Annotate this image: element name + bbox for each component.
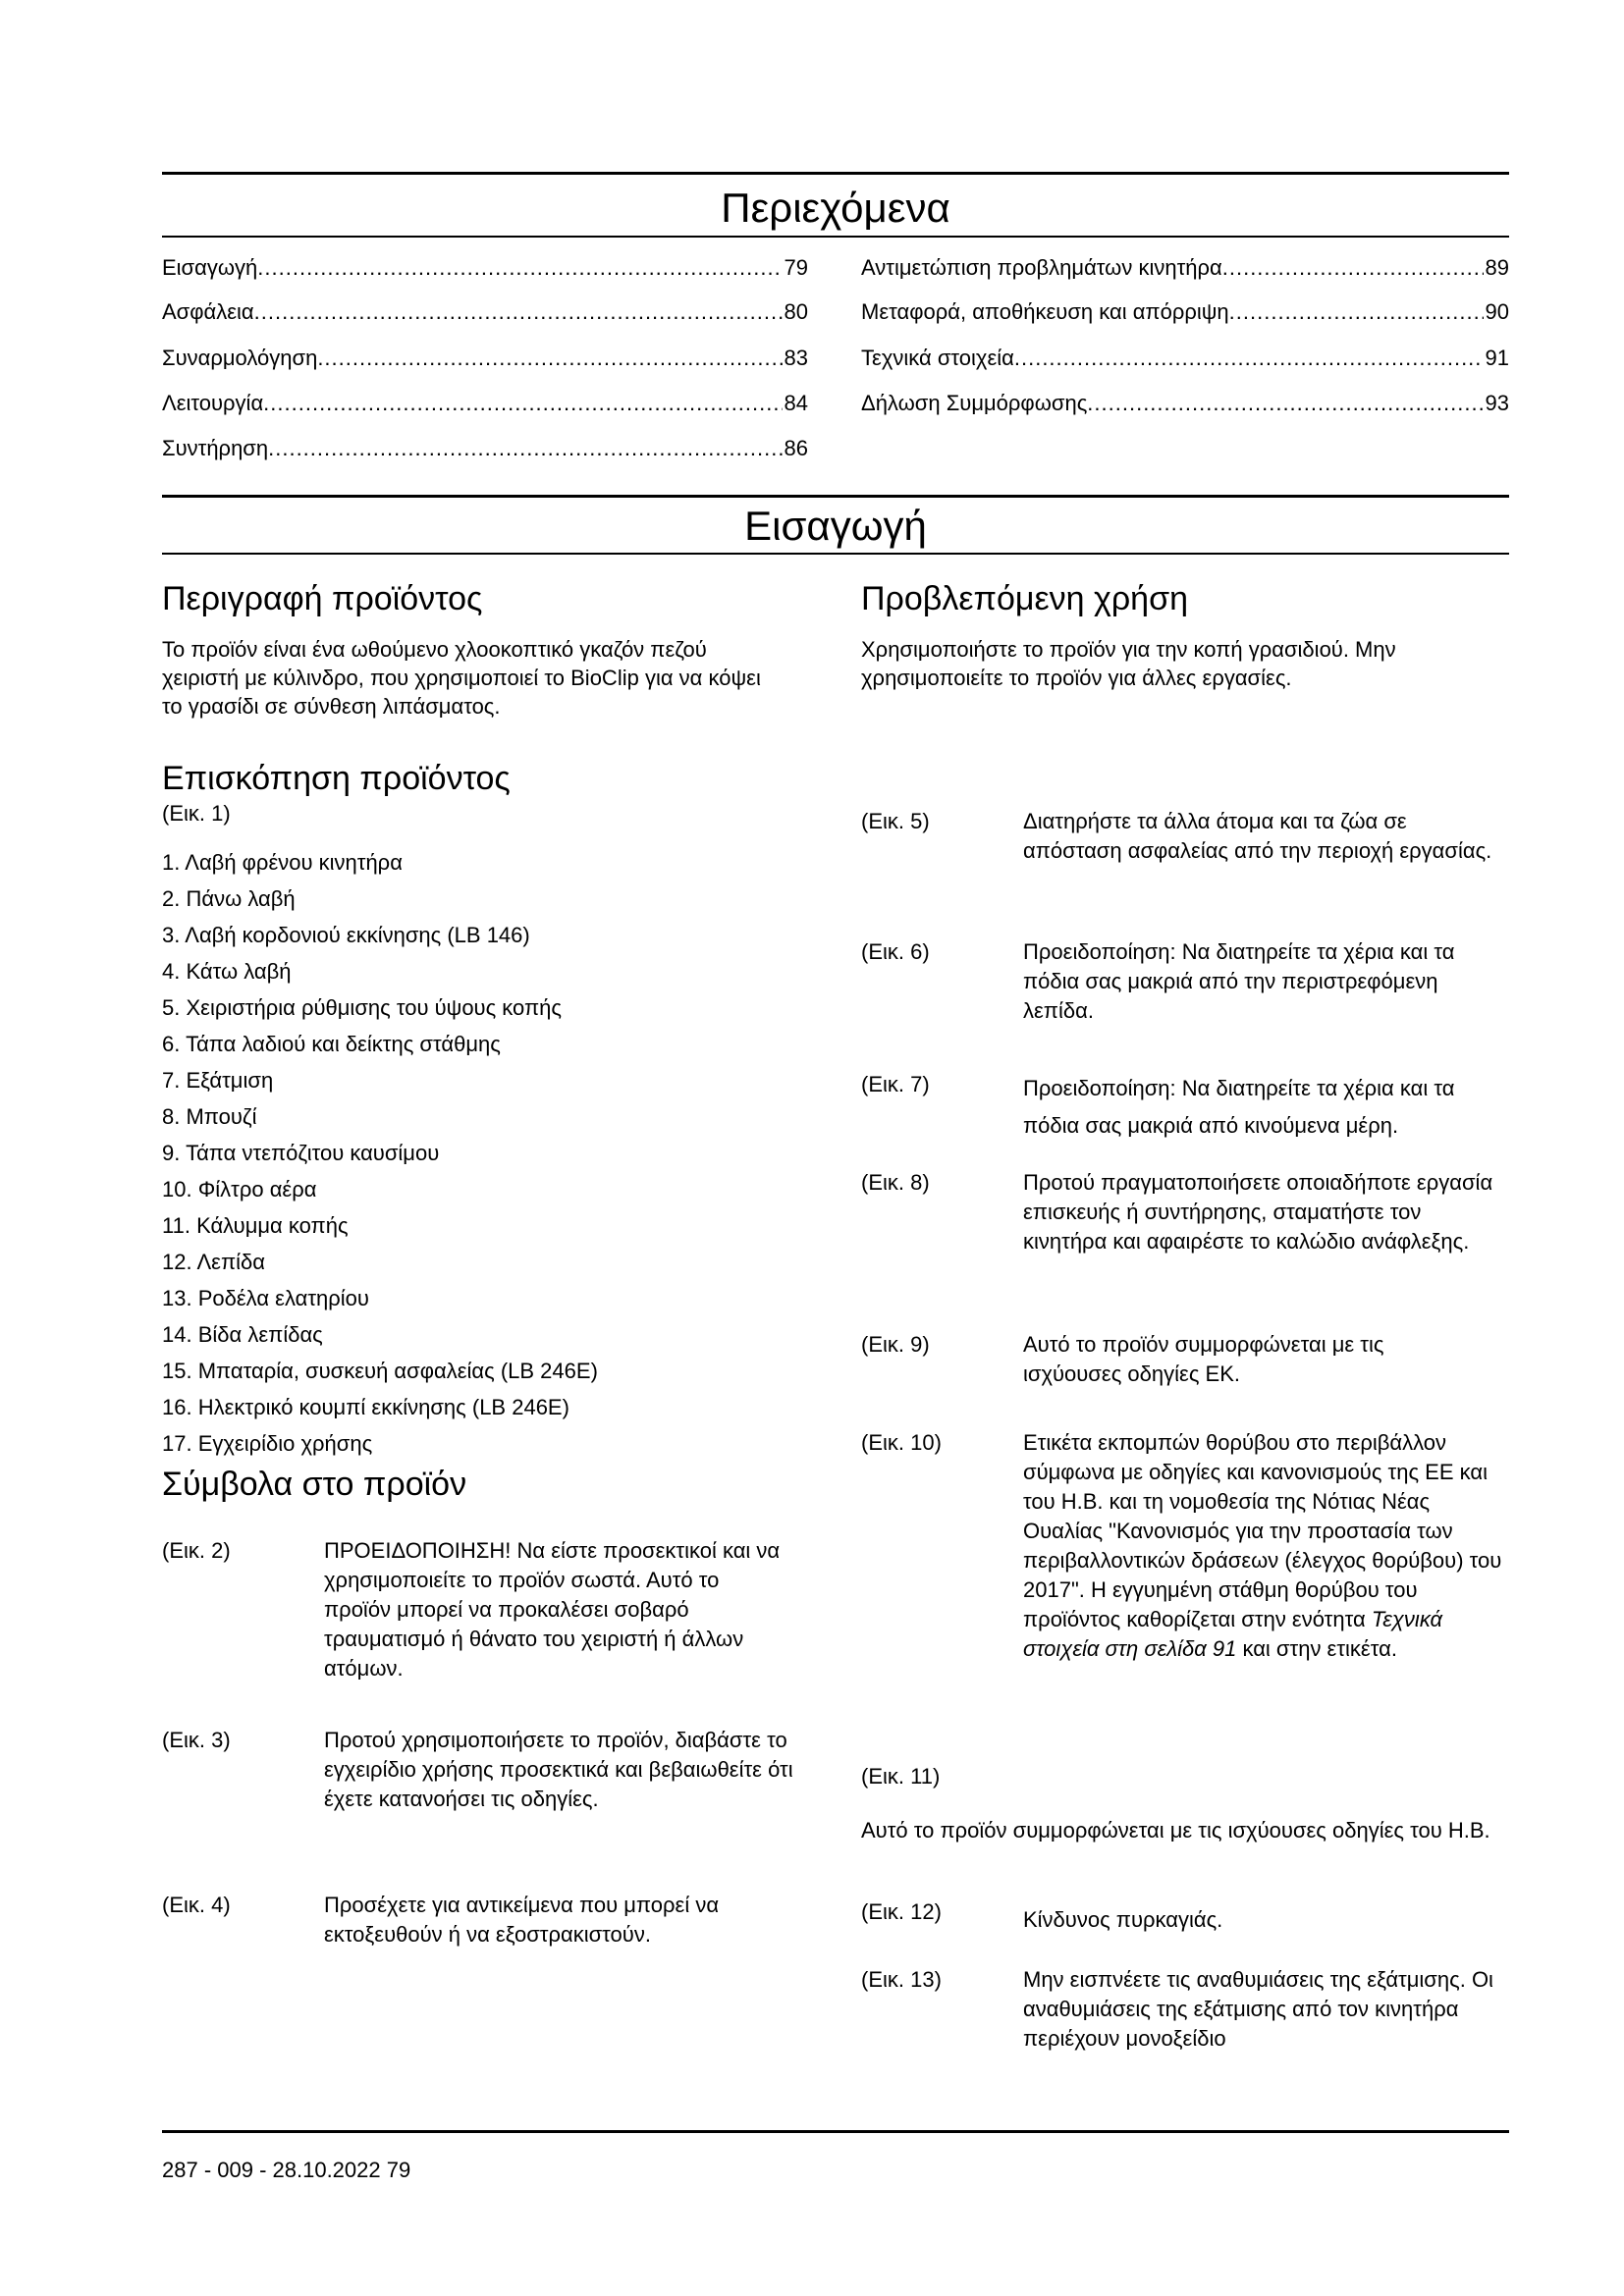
list-item: 10. Φίλτρο αέρα	[162, 1177, 317, 1201]
symbol-text: Αυτό το προϊόν συμμορφώνεται με τις ισχύουσες οδηγίες ΕΚ.	[1023, 1332, 1384, 1386]
symbol-entry-fig8	[861, 1168, 1509, 1296]
symbol-figure-ref: (Εικ. 8)	[861, 1170, 930, 1195]
symbol-entry-fig5	[861, 807, 1509, 905]
symbol-text: Προσέχετε για αντικείμενα που μπορεί να εκτοξευθούν ή να εξοστρακιστούν.	[324, 1893, 720, 1947]
toc-entry-assembly[interactable]: Συναρμολόγηση ..... 83	[162, 346, 808, 371]
technical-data-link[interactable]: Τεχνικά στοιχεία στη σελίδα 91	[1023, 1607, 1443, 1661]
symbol-figure-ref: (Εικ. 3)	[162, 1728, 231, 1752]
list-item: 13. Ροδέλα ελατηρίου	[162, 1286, 369, 1310]
symbol-figure-ref: (Εικ. 10)	[861, 1430, 942, 1455]
list-item: 11. Κάλυμμα κοπής	[162, 1213, 349, 1238]
symbol-text: Ετικέτα εκπομπών θορύβου στο περιβάλλον σύμφωνα με οδηγίες και κανονισμούς της ΕΕ και του Η.Β. και τη νομοθεσία της Νότιας Νέας Ουαλίας "Κανονισμός για την προστασία των περιβαλλοντικών δράσεων (έλεγχος θορύβου) του 2017". Η εγγυημένη στάθμη θορύβου του προϊόντος καθορίζεται στην ενότητα Τεχνικά στοιχεία στη σελίδα 91 και στην ετικέτα.	[1023, 1430, 1502, 1661]
toc-entry-maintenance[interactable]: Συντήρηση ..... 86	[162, 436, 808, 461]
intro-bottom-rule	[162, 553, 1509, 555]
list-item: 9. Τάπα ντεπόζιτου καυσίμου	[162, 1141, 440, 1165]
intro-title: Εισαγωγή	[744, 503, 927, 549]
footer-text: 287 - 009 - 28.10.2022 79	[162, 2158, 411, 2182]
intended-use-text: Χρησιμοποιήστε το προϊόν για την κοπή γρασιδιού. Μην χρησιμοποιείτε το προϊόν για άλλες εργασίες.	[861, 637, 1396, 690]
list-item: 17. Εγχειρίδιο χρήσης	[162, 1431, 373, 1456]
product-overview-figure-ref: (Εικ. 1)	[162, 801, 231, 826]
symbol-entry-fig4	[162, 1891, 781, 1959]
symbol-entry-fig6	[861, 937, 1509, 1036]
symbol-figure-ref: (Εικ. 13)	[861, 1967, 942, 1992]
uk-compliance-text: Αυτό το προϊόν συμμορφώνεται με τις ισχύουσες οδηγίες του Η.Β.	[861, 1818, 1490, 1842]
toc-entry-introduction[interactable]: Εισαγωγή ..... 79	[162, 255, 808, 281]
product-description-heading: Περιγραφή προϊόντος	[162, 580, 483, 617]
intro-top-rule	[162, 495, 1509, 498]
toc-entry-declaration[interactable]: Δήλωση Συμμόρφωσης ..... 93	[861, 391, 1509, 416]
symbols-heading: Σύμβολα στο προϊόν	[162, 1466, 467, 1503]
list-item: 6. Τάπα λαδιού και δείκτης στάθμης	[162, 1032, 501, 1056]
intended-use-heading: Προβλεπόμενη χρήση	[861, 580, 1188, 617]
symbol-entry-fig7	[861, 1070, 1509, 1139]
symbol-figure-ref: (Εικ. 4)	[162, 1893, 231, 1917]
list-item: 7. Εξάτμιση	[162, 1068, 274, 1093]
symbol-text: Μην εισπνέετε τις αναθυμιάσεις της εξάτμισης. Οι αναθυμιάσεις της εξάτμισης από τον κινητήρα περιέχουν μονοξείδιο	[1023, 1967, 1493, 2051]
symbol-figure-ref: (Εικ. 5)	[861, 809, 930, 833]
toc-entry-operation[interactable]: Λειτουργία ..... 84	[162, 391, 808, 416]
symbol-text: Κίνδυνος πυρκαγιάς.	[1023, 1907, 1223, 1932]
list-item: 5. Χειριστήρια ρύθμισης του ύψους κοπής	[162, 995, 562, 1020]
toc-entry-transport[interactable]: Μεταφορά, αποθήκευση και απόρριψη ..... 90	[861, 299, 1509, 325]
symbol-text: Προτού πραγματοποιήσετε οποιαδήποτε εργασία επισκευής ή συντήρησης, σταματήστε τον κινητήρα και αφαιρέστε το καλώδιο ανάφλεξης.	[1023, 1170, 1493, 1254]
list-item: 2. Πάνω λαβή	[162, 886, 296, 911]
symbol-entry-fig9	[861, 1330, 1509, 1399]
list-item: 16. Ηλεκτρικό κουμπί εκκίνησης (LB 246E)	[162, 1395, 569, 1419]
symbol-figure-ref: (Εικ. 7)	[861, 1072, 930, 1096]
list-item: 15. Μπαταρία, συσκευή ασφαλείας (LB 246E)	[162, 1359, 598, 1383]
symbol-entry-fig13	[861, 1965, 1509, 2063]
symbol-entry-fig3	[162, 1726, 793, 1853]
product-description-text: Το προϊόν είναι ένα ωθούμενο χλοοκοπτικό γκαζόν πεζού χειριστή με κύλινδρο, που χρησιμοποιεί το BioClip για να κόψει το γρασίδι σε σύνθεση λιπάσματος.	[162, 637, 761, 719]
toc-entry-troubleshooting[interactable]: Αντιμετώπιση προβλημάτων κινητήρα ..... 89	[861, 255, 1509, 281]
toc-entry-technical-data[interactable]: Τεχνικά στοιχεία ..... 91	[861, 346, 1509, 371]
symbol-entry-fig10	[861, 1428, 1509, 1742]
footer-rule	[162, 2130, 1509, 2133]
symbol-figure-ref: (Εικ. 6)	[861, 939, 930, 964]
symbol-figure-ref: (Εικ. 12)	[861, 1899, 942, 1924]
symbol-entry-fig11	[861, 1762, 1509, 1797]
list-item: 8. Μπουζί	[162, 1104, 257, 1129]
symbol-text: ΠΡΟΕΙΔΟΠΟΙΗΣΗ! Να είστε προσεκτικοί και να χρησιμοποιείτε το προϊόν σωστά. Αυτό το προϊόν μπορεί να προκαλέσει σοβαρό τραυματισμό ή θάνατο του χειριστή ή άλλων ατόμων.	[324, 1538, 781, 1681]
toc-entry-safety[interactable]: Ασφάλεια ..... 80	[162, 299, 808, 325]
symbol-text: Διατηρήστε τα άλλα άτομα και τα ζώα σε απόσταση ασφαλείας από την περιοχή εργασίας.	[1023, 809, 1492, 863]
product-overview-list	[162, 844, 598, 1462]
symbol-entry-fig2	[162, 1536, 781, 1693]
list-item: 4. Κάτω λαβή	[162, 959, 292, 984]
list-item: 12. Λεπίδα	[162, 1250, 266, 1274]
symbol-text: Προτού χρησιμοποιήσετε το προϊόν, διαβάστε το εγχειρίδιο χρήσης προσεκτικά και βεβαιωθείτε ότι έχετε κατανοήσει τις οδηγίες.	[324, 1728, 793, 1811]
symbol-figure-ref: (Εικ. 11)	[861, 1764, 941, 1789]
toc-top-rule	[162, 172, 1509, 175]
symbol-entry-fig12	[861, 1897, 1509, 1937]
symbol-figure-ref: (Εικ. 9)	[861, 1332, 930, 1357]
list-item: 14. Βίδα λεπίδας	[162, 1322, 323, 1347]
symbol-text: Προειδοποίηση: Να διατηρείτε τα χέρια και τα πόδια σας μακριά από κινούμενα μέρη.	[1023, 1076, 1455, 1138]
product-overview-heading: Επισκόπηση προϊόντος	[162, 760, 511, 797]
symbol-figure-ref: (Εικ. 2)	[162, 1538, 231, 1563]
toc-title: Περιεχόμενα	[721, 185, 950, 231]
toc-bottom-rule	[162, 236, 1509, 238]
symbol-text: Προειδοποίηση: Να διατηρείτε τα χέρια και τα πόδια σας μακριά από την περιστρεφόμενη λεπίδα.	[1023, 939, 1455, 1023]
list-item: 3. Λαβή κορδονιού εκκίνησης (LB 146)	[162, 923, 530, 947]
list-item: 1. Λαβή φρένου κινητήρα	[162, 850, 403, 875]
